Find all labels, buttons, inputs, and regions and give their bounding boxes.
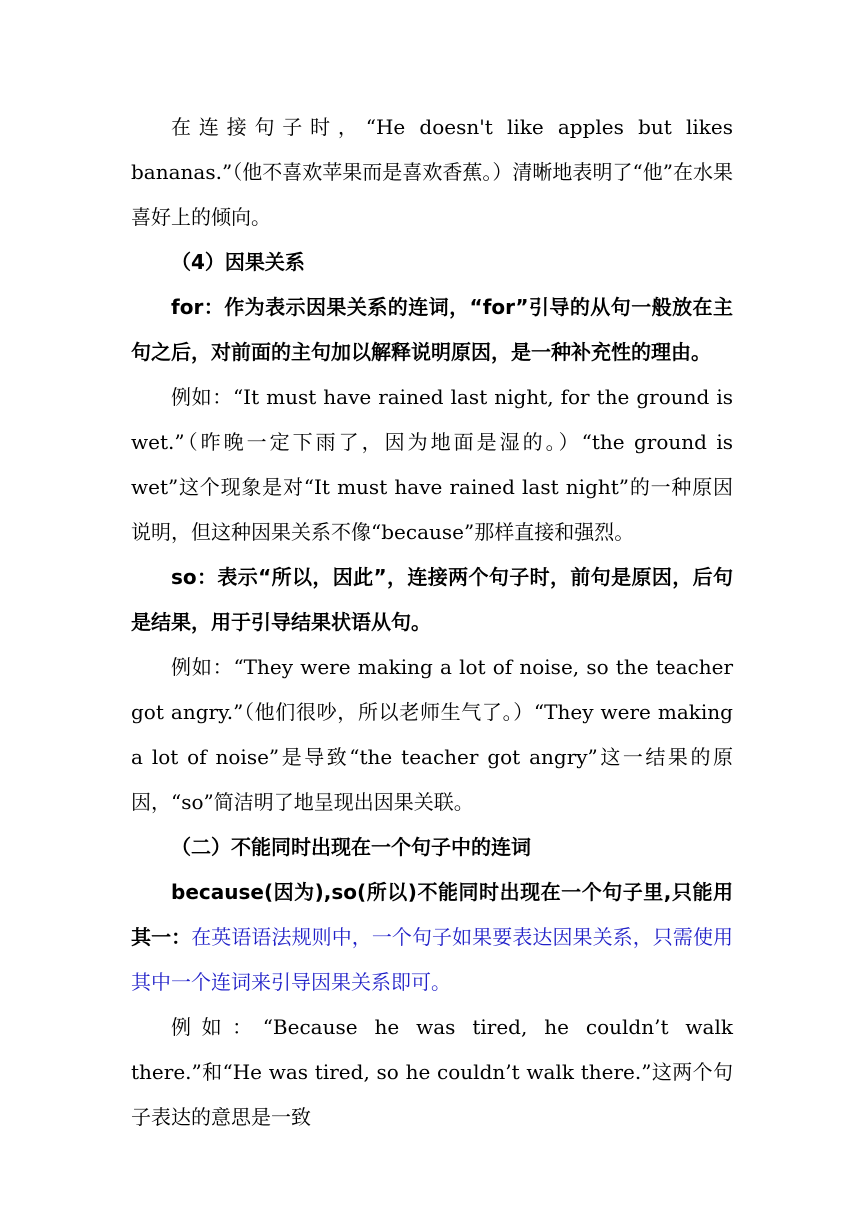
paragraph-because-so-rule xyxy=(131,870,733,1005)
paragraph-text: so：表示“所以，因此”，连接两个句子时，前句是原因，后句是结果，用于引导结果状语从句。 xyxy=(131,565,733,634)
paragraph-text: for：作为表示因果关系的连词，“for”引导的从句一般放在主句之后，对前面的主句加以解释说明原因，是一种补充性的理由。 xyxy=(131,295,733,364)
paragraph-so-definition xyxy=(131,555,733,645)
paragraph-text: 例如：“Because he was tired, he couldn’t walk there.”和“He was tired, so he couldn’t walk there.”这两个句子表达的意思是一致 xyxy=(131,1015,733,1129)
paragraph-text: 例如：“They were making a lot of noise, so the teacher got angry.”（他们很吵，所以老师生气了。）“They were making a lot of noise”是导致“the teacher got angry”这一结果的原因，“so”简洁明了地呈现出因果关联。 xyxy=(131,655,733,814)
paragraph-so-example xyxy=(131,645,733,825)
rule-bold-text: because(因为),so(所以)不能同时出现在一个句子里,只能用其一： xyxy=(131,880,733,949)
section-heading-cause-effect xyxy=(131,240,733,285)
paragraph-for-definition xyxy=(131,285,733,375)
paragraph-because-example xyxy=(131,1005,733,1140)
rule-blue-text: 在英语语法规则中，一个句子如果要表达因果关系，只需使用其中一个连词来引导因果关系即可。 xyxy=(131,925,734,994)
paragraph-text: 例如：“It must have rained last night, for the ground is wet.”（昨晚一定下雨了，因为地面是湿的。）“the ground is wet”这个现象是对“It must have rained last night”的一种原因说明，但这种因果关系不像“because”那样直接和强烈。 xyxy=(131,385,733,544)
paragraph-but-example xyxy=(131,105,733,240)
heading-text: （4）因果关系 xyxy=(171,250,305,274)
section-heading-conjunctions xyxy=(131,825,733,870)
heading-text: （二）不能同时出现在一个句子中的连词 xyxy=(171,835,531,859)
paragraph-text: 在连接句子时，“He doesn't like apples but likes bananas.”（他不喜欢苹果而是喜欢香蕉。）清晰地表明了“他”在水果喜好上的倾向。 xyxy=(131,115,733,229)
paragraph-for-example xyxy=(131,375,733,555)
